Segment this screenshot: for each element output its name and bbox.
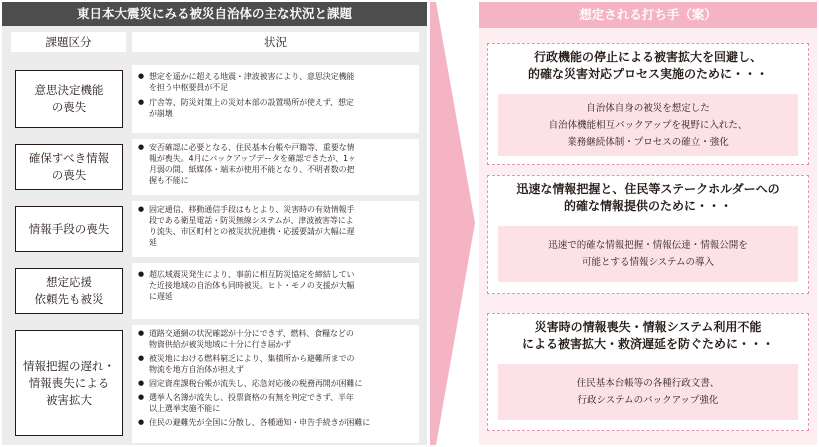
category-line: 情報喪失による: [28, 375, 110, 390]
heading-line: 行政機能の停止による被害拡大を回避し、: [533, 50, 762, 64]
category-delayed-info: [15, 330, 123, 436]
bullet-line: ● 想定を遥かに超える地震・津波被害により、意思決定機能: [149, 72, 355, 81]
bullet-line: が崩壊: [149, 109, 173, 118]
category-line: 確保すべき情報: [28, 151, 110, 165]
situation-bullet: [138, 142, 413, 186]
situation-bullet: [138, 204, 413, 248]
situation-bullet: [138, 378, 413, 389]
body-line: 住民基本台帳等の各種行政文書、: [576, 378, 720, 389]
bullet-line: 物資供給が被災地域に十分に行き届かず: [149, 340, 292, 349]
situation-bullet: [138, 97, 413, 119]
bullet-line: 握も不能に: [149, 176, 189, 185]
measure-heading: [488, 44, 808, 83]
category-line: 被害拡大: [46, 392, 92, 407]
situation-bullet: [138, 392, 413, 414]
bullet-line: ● 安否確認に必要となる、住民基本台帳や戸籍等、重要な情: [149, 143, 355, 152]
measures-panel-title: 想定される打ち手（案）: [479, 2, 817, 28]
body-line: 可能とする情報システムの導入: [581, 257, 715, 268]
situation-panel: [2, 2, 427, 445]
situation-support-affected: [132, 263, 419, 319]
situation-column-header: 状況: [132, 32, 419, 52]
situation-bullet: [138, 417, 413, 428]
right-arrow-icon: [430, 2, 478, 445]
body-line: 業務継続体制・プロセスの確立・強化: [567, 136, 729, 148]
measure-card: [487, 313, 809, 431]
category-support-affected: [15, 268, 123, 314]
measure-body: [498, 364, 798, 420]
bullet-line: た近接地域の自治体も同時被災。ヒト・モノの支援が大幅: [149, 281, 355, 290]
situation-delayed-info: [132, 325, 419, 443]
bullet-line: 延: [149, 238, 157, 247]
bullet-line: 以上選挙実施不能に: [149, 404, 221, 413]
measure-heading: [488, 176, 808, 215]
situation-info-loss: [132, 139, 419, 195]
body-line: 行政システムのバックアップ強化: [577, 395, 719, 406]
bullet-line: 報が喪失。4月にバックアップデータを確認できたが、1ヶ: [149, 154, 356, 163]
situation-bullet: [138, 269, 413, 302]
situation-bullet: [138, 328, 413, 350]
category-info-loss: [15, 144, 123, 190]
measure-heading: [488, 314, 808, 353]
heading-line: 的確な情報提供のために・・・: [563, 199, 732, 213]
category-line: の喪失: [51, 100, 87, 114]
category-line: 情報手段の喪失: [28, 221, 110, 236]
situation-bullet: [138, 353, 413, 375]
category-decision-making: [15, 70, 123, 128]
heading-line: 災害時の情報喪失・情報システム利用不能: [534, 320, 762, 334]
arrow-shape: [430, 2, 475, 445]
category-line: 情報把握の遅れ・: [23, 358, 115, 373]
bullet-line: 段である衛星電話・防災無線システムが、津波被害等によ: [149, 216, 354, 225]
bullet-line: ● 固定通信、移動通信手段はもとより、災害時の有効情報手: [149, 205, 355, 214]
body-line: 自治体自身の被災を想定した: [586, 102, 710, 114]
measure-card: [487, 175, 809, 294]
heading-line: 迅速な情報把握と、住民等ステークホルダーへの: [516, 182, 780, 196]
bullet-line: ● 固定資産課税台帳が流失し、応急対応後の税務再開が困難に: [149, 379, 363, 388]
category-line: の喪失: [51, 168, 87, 182]
category-line: 意思決定機能: [34, 83, 104, 97]
bullet-line: ● 住民の避難先が全国に分散し、各種通知・申告手続きが困難に: [149, 418, 371, 427]
bullet-line: に遅延: [149, 292, 173, 301]
bullet-line: ● 庁舎等、防災対策上の災対本部の設置場所が使えず、想定: [149, 98, 354, 107]
bullet-line: ● 選挙人名簿が流失し、投票資格の有無を判定できず、半年: [149, 393, 354, 402]
situation-panel-title: 東日本大震災にみる被災自治体の主な状況と課題: [2, 2, 427, 26]
measures-panel: [479, 2, 817, 445]
heading-line: 的確な災害対応プロセス実施のために・・・: [527, 67, 768, 81]
body-line: 迅速で的確な情報把握・情報伝達・情報公開を: [548, 240, 748, 251]
category-comm-loss: [15, 206, 123, 252]
bullet-line: り流失、市区町村との被災状況連携・応援要請が大幅に遅: [149, 227, 355, 236]
bullet-line: 物流を地方自治体が担えず: [149, 365, 244, 374]
measure-body: [498, 226, 798, 282]
measure-card: [487, 43, 809, 165]
bullet-line: ● 被災地における燃料窮乏により、集積所から避難所までの: [149, 354, 355, 363]
situation-comm-loss: [132, 201, 419, 257]
measure-body: [498, 94, 798, 156]
bullet-line: ● 超広域震災発生により、事前に相互防災協定を締結してい: [149, 270, 355, 279]
category-column-header: 課題区分: [11, 32, 126, 52]
situation-bullet: [138, 71, 413, 93]
category-line: 想定応援: [46, 275, 92, 289]
bullet-line: を担う中枢要員が不足: [149, 83, 228, 92]
situation-decision-making: [132, 65, 419, 133]
bullet-line: 月弱の間、紙媒体・端末が使用不能となり、不明者数の把: [149, 165, 355, 174]
category-line: 依頼先も被災: [34, 292, 104, 306]
heading-line: による被害拡大・救済遅延を防ぐために・・・: [521, 337, 774, 351]
body-line: 自治体機能相互バックアップを視野に入れた、: [548, 119, 748, 131]
bullet-line: ● 道路交通網の状況確認が十分にできず、燃料、食糧などの: [149, 329, 354, 338]
